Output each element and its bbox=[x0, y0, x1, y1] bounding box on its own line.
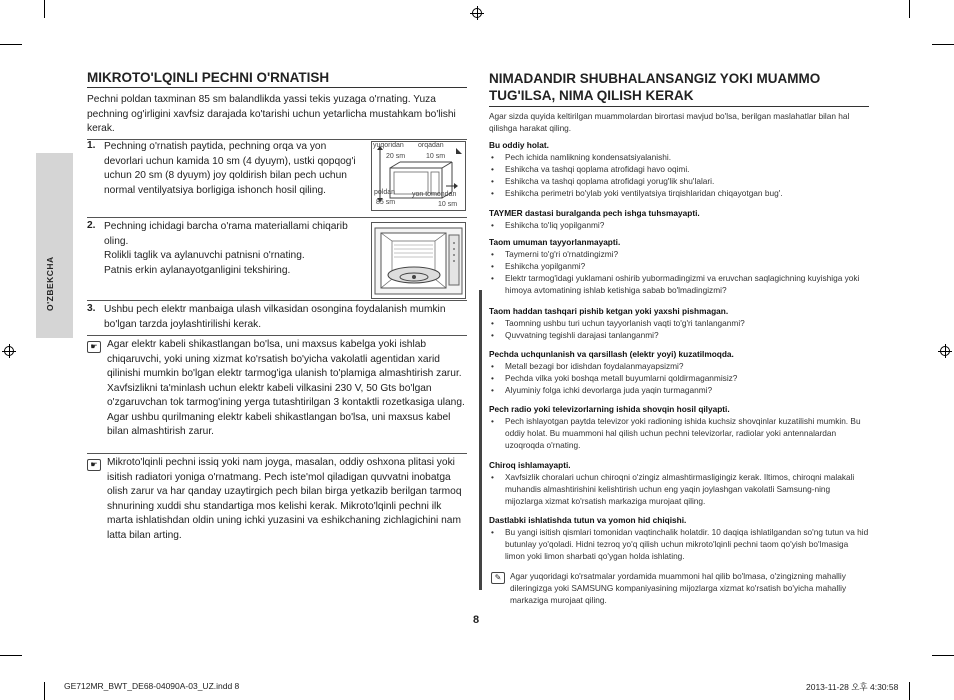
footer-file-info: GE712MR_BWT_DE68-04090A-03_UZ.indd 8 bbox=[64, 681, 240, 691]
step-number: 2. bbox=[87, 220, 96, 231]
problem-title: Chiroq ishlamayapti. bbox=[489, 460, 571, 470]
divider bbox=[87, 453, 467, 454]
clearance-diagram bbox=[371, 141, 466, 211]
note-placement: Mikroto'lqinli pechni issiq yoki nam joyga, masalan, oddiy oshxona plitasi yoki isitish radiatori yoniga o'rnatmang. Pech iste'mol qiladigan quvvatni inobatga olish zarur va har qanday uzaytirgich pech bilan birga yetkazib berilgan tarmoq shnurining xuddi shu standartiga mos kelishi kerak. Mikroto'lqinli pechni ilk marta ishlatishdan oldin uning ichki yuzasini va eshikchaning zichlagichini nam latta bilan arting. bbox=[107, 457, 462, 541]
oven-interior-illustration bbox=[371, 222, 466, 299]
registration-mark-icon bbox=[470, 6, 484, 20]
registration-mark-icon bbox=[2, 344, 16, 358]
problem-title: Pechda uchqunlanish va qarsillash (elektr yoyi) kuzatilmoqda. bbox=[489, 349, 734, 359]
top-label: yuqoridan bbox=[373, 142, 404, 149]
list-item: • Pechda vilka yoki boshqa metall buyumlarni qoldirmaganmisiz? bbox=[505, 372, 869, 384]
list-item: • Xavfsizlik choralari uchun chiroqni o'zingiz almashtirmasligingiz kerak. Iltimos, chiroqni malakali muhandis almashtirishini kelishtirish uchun eng yaqin joylashgan vakolatli Samsung-ning mijozlarga xizmat ko'rsatish markaziga murojaat qiling. bbox=[505, 471, 869, 507]
divider bbox=[87, 335, 467, 336]
crop-mark bbox=[44, 0, 45, 18]
crop-mark bbox=[909, 682, 910, 700]
language-label: O'ZBEKCHA bbox=[45, 256, 55, 311]
list-item: • Alyuminiy folga ichki devorlarga juda yaqin turmaganmi? bbox=[505, 384, 869, 396]
note-power-cable: Agar elektr kabeli shikastlangan bo'lsa, uni maxsus kabelga yoki ishlab chiqaruvchi, yoki uning xizmat ko'rsatish bo'yicha vakolatli agentidan xarid qilinishi mumkin bo'lgan elektr tarmog'iga ulanish to'plamiga almashtirish zarur. Xavfsizlikni ta'minlash uchun elektr kabeli vilkasini 230 V, 50 Gts bo'lgan o'zgaruvchan tok tarmog'ining yerga tutashtirilgan 3 kontaktli rozetkasiga ulang. Agar ushbu qurilmaning elektr kabeli shikastlangan bo'lsa, uni maxsus kabel bilan almashtirish zarur. bbox=[107, 339, 465, 437]
divider bbox=[87, 300, 467, 301]
page-number: 8 bbox=[473, 614, 480, 626]
note-hand-icon: ☛ bbox=[87, 341, 101, 353]
list-item: • Eshikcha va tashqi qoplama atrofidagi yorug'lik shu'lalari. bbox=[505, 175, 869, 187]
crop-mark bbox=[932, 44, 954, 45]
step-3-text: Ushbu pech elektr manbaiga ulash vilkasidan osongina foydalanish mumkin bo'lgan tarzda joylashtirilishi kerak. bbox=[104, 304, 446, 330]
list-item: • Eshikcha yopilganmi? bbox=[505, 260, 869, 272]
side-label: yon tomondan bbox=[412, 191, 457, 198]
footer-timestamp: 2013-11-28 오후 4:30:58 bbox=[806, 682, 899, 692]
note-pencil-icon: ✎ bbox=[491, 572, 505, 584]
step-number: 1. bbox=[87, 140, 96, 151]
problem-title: Taom umuman tayyorlanmayapti. bbox=[489, 237, 621, 247]
problem-title: Taom haddan tashqari pishib ketgan yoki yaxshi pishmagan. bbox=[489, 306, 729, 316]
note-hand-icon: ☛ bbox=[87, 459, 101, 471]
problem-section bbox=[489, 236, 869, 296]
list-item: • Pech ichida namlikning kondensatsiyalanishi. bbox=[505, 151, 869, 163]
problem-section bbox=[489, 348, 869, 396]
problem-section bbox=[489, 139, 869, 199]
crop-mark bbox=[44, 682, 45, 700]
side-value: 10 sm bbox=[438, 201, 458, 208]
list-item: • Taymerni to'g'ri o'rnatdingizmi? bbox=[505, 248, 869, 260]
crop-mark bbox=[909, 0, 910, 18]
list-item: • Metall bezagi bor idishdan foydalanmayapsizmi? bbox=[505, 360, 869, 372]
list-item: • Taomning ushbu turi uchun tayyorlanish vaqti to'g'ri tanlanganmi? bbox=[505, 317, 869, 329]
contact-service-note: Agar yuqoridagi ko'rsatmalar yordamida muammoni hal qilib bo'lmasa, o'zingizning mahalliy dileringizga yoki SAMSUNG kompaniyasining mijozlarga xizmat ko'rsatish bo'yicha mahalliy markaziga murojaat qiling. bbox=[510, 571, 847, 605]
crop-mark bbox=[0, 655, 22, 656]
divider bbox=[87, 217, 467, 218]
list-item: • Quvvatning tegishli darajasi tanlanganmi? bbox=[505, 329, 869, 341]
step-1-text: Pechning o'rnatish paytida, pechning orqa va yon devorlari uchun kamida 10 sm (4 dyuym), ustki qopqog'i uchun 20 sm (8 dyuym) joy qoldirish bilan pech uchun normal ventilyatsiya borligiga ishonch hosil qiling. bbox=[104, 141, 356, 196]
problem-section bbox=[489, 514, 869, 562]
step-2-text: Pechning ichidagi barcha o'rama materiallami chiqarib oling. Rolikli taglik va aylanuvchi patnisni o'rnating. Patnis erkin aylanayotganligini tekshiring. bbox=[104, 221, 348, 276]
list-item: • Eshikcha to'liq yopilganmi? bbox=[505, 219, 869, 231]
list-item: • Eshikcha va tashqi qoplama atrofidagi havo oqimi. bbox=[505, 163, 869, 175]
crop-mark bbox=[932, 655, 954, 656]
step-number: 3. bbox=[87, 303, 96, 314]
crop-mark bbox=[0, 44, 22, 45]
list-item: • Elektr tarmog'idagi yuklamani oshirib yubormadingizmi va eruvchan saqlagichning kuyishiga yoki himoya avtomatining ishlab ketishiga sabab bo'lmadingizmi? bbox=[505, 272, 869, 296]
registration-mark-icon bbox=[938, 344, 952, 358]
installation-heading: MIKROTO'LQINLI PECHNI O'RNATISH bbox=[87, 70, 467, 88]
problem-title: Dastlabki ishlatishda tutun va yomon hid chiqishi. bbox=[489, 515, 687, 525]
list-item: • Bu yangi isitish qismlari tomonidan vaqtinchalik holatdir. 10 daqiqa ishlatilgandan so'ng tutun va hid butunlay yo'qoladi. Hidni tezroq yo'q qilish uchun mikroto'lqinli pechni taom qo'yish bo'lmasiga limon yoki limon sharbati qo'ygan holda ishlating. bbox=[505, 526, 869, 562]
back-value: 10 sm bbox=[426, 153, 446, 160]
list-item: • Eshikcha perimetri bo'ylab yoki ventilyatsiya tirqishlaridan chiqayotgan bug'. bbox=[505, 187, 869, 199]
problem-section bbox=[489, 207, 869, 231]
back-label: orqadan bbox=[418, 142, 444, 149]
problem-section bbox=[489, 305, 869, 341]
list-item: • Pech ishlayotgan paytda televizor yoki radioning ishida kuchsiz shovqinlar kuzatilishi mumkin. Bu oddiy holat. Bu muammoni hal qilish uchun pechni televizorlar, radiolar yoki antennalardan uzoqroqda o'rnating. bbox=[505, 415, 869, 451]
language-side-tab bbox=[36, 153, 73, 338]
problem-section bbox=[489, 403, 869, 451]
floor-label: poldan bbox=[374, 189, 396, 196]
problem-title: TAYMER dastasi buralganda pech ishga tuhsmayapti. bbox=[489, 208, 700, 218]
problem-title: Bu oddiy holat. bbox=[489, 140, 549, 150]
problem-title: Pech radio yoki televizorlarning ishida shovqin hosil qilyapti. bbox=[489, 404, 730, 414]
floor-value: 85 sm bbox=[376, 199, 396, 206]
column-divider bbox=[479, 290, 482, 590]
installation-intro: Pechni poldan taxminan 85 sm balandlikda yassi tekis yuzaga o'rnating. Yuza pechning og'irligini xavfsiz darajada ko'tarishi uchun yetarlicha mustahkam bo'lishi kerak. bbox=[87, 94, 456, 134]
troubleshooting-intro: Agar sizda quyida keltirilgan muammolardan birortasi mavjud bo'lsa, berilgan maslahatlar bilan hal qilishga harakat qiling. bbox=[489, 111, 850, 133]
problem-section bbox=[489, 459, 869, 507]
top-value: 20 sm bbox=[386, 153, 406, 160]
troubleshooting-heading: NIMADANDIR SHUBHALANSANGIZ YOKI MUAMMO TUG'ILSA, NIMA QILISH KERAK bbox=[489, 70, 869, 107]
